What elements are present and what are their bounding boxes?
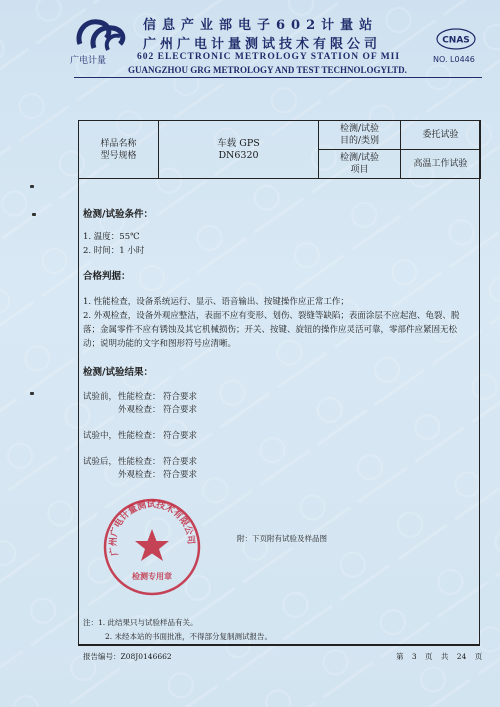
purpose-label-cell [319, 121, 401, 150]
criteria-item-1: 1. 性能检查，设备系统运行、显示、语音输出、按键操作应正常工作； [83, 297, 349, 307]
item-label-line2: 项目 [350, 165, 369, 175]
condition-item-1: 1. 温度：55℃ [83, 232, 140, 242]
header-cn-line2: 广州广电计量测试技术有限公司 [143, 37, 382, 52]
before-label: 试验前， [83, 392, 118, 402]
sample-name-label: 样品名称 [100, 138, 137, 149]
during-perf-value: 符合要求 [163, 431, 198, 441]
before-appear-label: 外观检查： [118, 405, 161, 415]
seal-subtext: 检测专用章 [132, 572, 172, 581]
header-en-line2: GUANGZHOU GRG METROLOGY AND TEST TECHNOLOGYLTD. [128, 65, 407, 75]
sample-value-cell [159, 121, 319, 179]
after-appear-label: 外观检查： [118, 470, 161, 480]
footer-rule [78, 645, 480, 646]
before-appear-value: 符合要求 [163, 405, 198, 415]
during-perf-label: 性能检查： [118, 431, 161, 441]
sample-name-value: 车载 GPS [217, 137, 260, 149]
header-rule [74, 77, 482, 78]
grg-logo-icon [72, 14, 130, 54]
item-label-cell [319, 150, 401, 179]
report-number: 报告编号：Z08J0146662 [83, 652, 172, 661]
seal-text: 广州广电计量测试技术有限公司 [108, 500, 196, 557]
note-1: 注：1. 此结果只与试验样品有关。 [83, 618, 198, 627]
attachment-note: 附：下页附有试验及样品图 [237, 534, 327, 543]
logo-caption: 广电计量 [70, 56, 107, 66]
header-cn-line1: 信息产业部电子602计量站 [143, 18, 379, 33]
condition-item-2: 2. 时间：1 小时 [83, 246, 145, 256]
item-value-cell: 高温工作试验 [401, 150, 481, 179]
during-label: 试验中， [83, 431, 118, 441]
purpose-label-line1: 检测/试验 [339, 124, 380, 134]
margin-mark [32, 213, 36, 216]
sample-model-value: DN6320 [218, 149, 259, 161]
cnas-logo-icon [436, 28, 476, 50]
note-2: 2. 未经本站的书面批准，不得部分复制测试报告。 [105, 632, 273, 641]
criteria-title: 合格判据： [83, 271, 131, 282]
header-en-line1: 602 ELECTRONIC METROLOGY STATION OF MII [137, 52, 401, 62]
sample-model-label: 型号规格 [100, 150, 137, 161]
conditions-title: 检测/试验条件： [83, 209, 153, 220]
margin-mark [30, 185, 34, 188]
margin-mark [30, 392, 34, 395]
purpose-value-cell: 委托试验 [401, 121, 481, 150]
criteria-item-2: 2. 外观检查，设备外观应整洁，表面不应有变形、划伤、裂缝等缺陷；表面涂层不应起泡、龟裂、脱落；金属零件不应有锈蚀及其它机械损伤；开关、按键、旋钮的操作应灵活可靠，零部件应紧固无松动；说明功能的文字和图形符号应清晰。 [83, 311, 460, 349]
sample-label-cell [79, 121, 159, 179]
company-seal-stamp [100, 495, 204, 599]
before-perf-label: 性能检查： [118, 392, 161, 402]
cnas-text: CNAS [442, 35, 470, 46]
before-perf-value: 符合要求 [163, 392, 198, 402]
purpose-label-line2: 目的/类别 [339, 136, 380, 146]
sample-info-table [78, 120, 481, 179]
after-perf-label: 性能检查： [118, 457, 161, 467]
item-label-line1: 检测/试验 [339, 153, 380, 163]
cnas-number: NO. L0446 [433, 55, 475, 64]
results-title: 检测/试验结果： [83, 367, 153, 378]
page-indicator: 第 3 页 共 24 页 [396, 652, 483, 661]
after-perf-value: 符合要求 [163, 457, 198, 467]
after-appear-value: 符合要求 [163, 470, 198, 480]
after-label: 试验后， [83, 457, 118, 467]
